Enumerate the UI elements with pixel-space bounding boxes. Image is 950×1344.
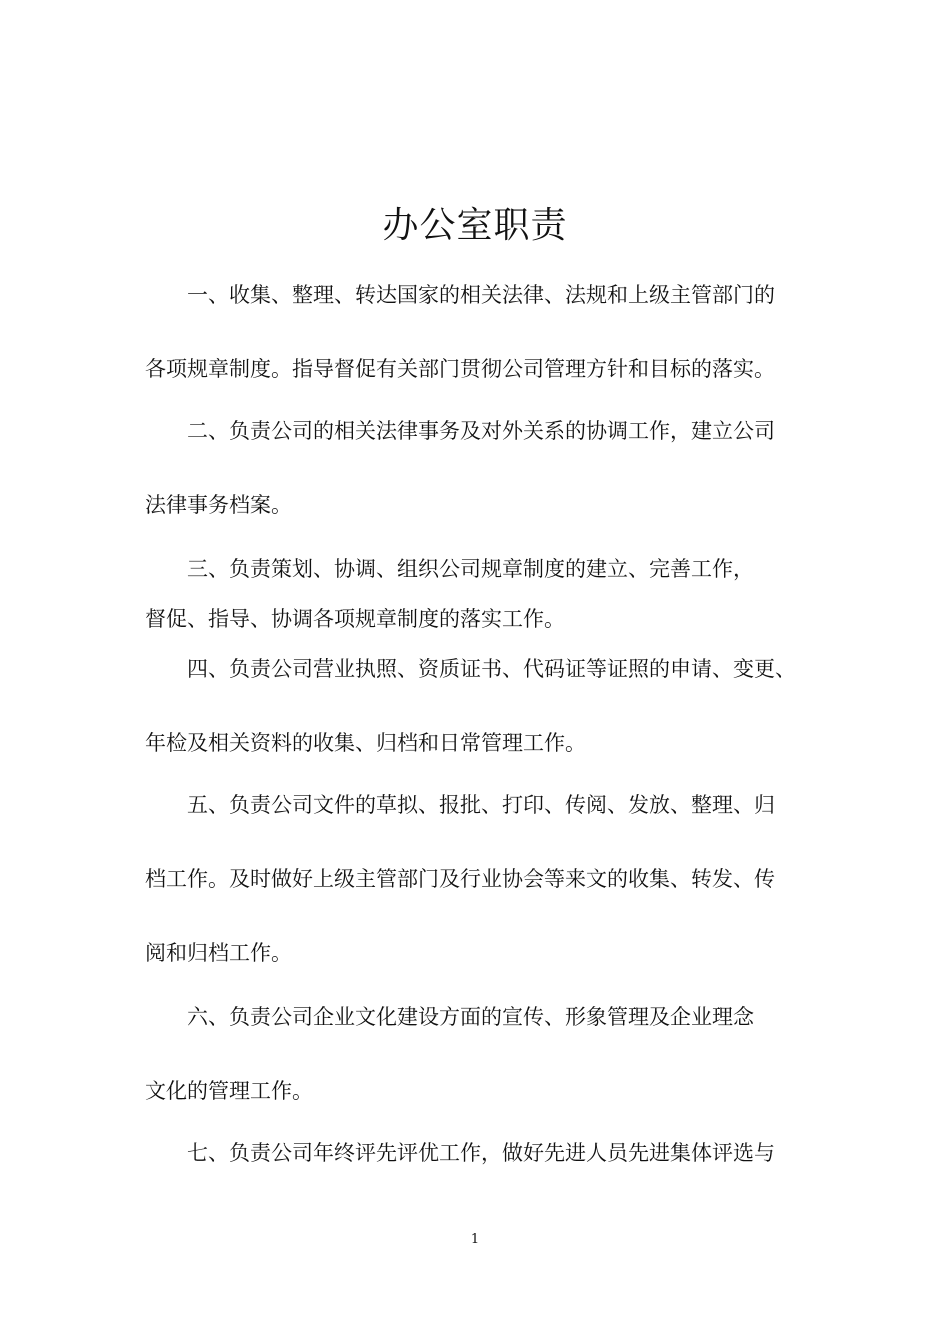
paragraph-5-line-2: 档工作。及时做好上级主管部门及行业协会等来文的收集、转发、传 (145, 867, 775, 891)
paragraph-2-line-1: 二、负责公司的相关法律事务及对外关系的协调工作，建立公司 (187, 419, 775, 443)
paragraph-4-line-1: 四、负责公司营业执照、资质证书、代码证等证照的申请、变更、 (187, 657, 796, 681)
paragraph-4-line-2: 年检及相关资料的收集、归档和日常管理工作。 (145, 731, 586, 755)
paragraph-7-line-1: 七、负责公司年终评先评优工作，做好先进人员先进集体评选与 (187, 1141, 775, 1165)
paragraph-6-line-2: 文化的管理工作。 (145, 1079, 313, 1103)
paragraph-5-line-3: 阅和归档工作。 (145, 941, 292, 965)
paragraph-3-line-2: 督促、指导、协调各项规章制度的落实工作。 (145, 607, 565, 631)
paragraph-5-line-1: 五、负责公司文件的草拟、报批、打印、传阅、发放、整理、归 (187, 793, 775, 817)
paragraph-1-line-1: 一、收集、整理、转达国家的相关法律、法规和上级主管部门的 (187, 283, 775, 307)
paragraph-3-line-1: 三、负责策划、协调、组织公司规章制度的建立、完善工作， (187, 557, 754, 581)
paragraph-1-line-2: 各项规章制度。指导督促有关部门贯彻公司管理方针和目标的落实。 (145, 357, 775, 381)
document-title: 办公室职责 (382, 205, 568, 246)
paragraph-2-line-2: 法律事务档案。 (145, 493, 292, 517)
paragraph-6-line-1: 六、负责公司企业文化建设方面的宣传、形象管理及企业理念 (187, 1005, 754, 1029)
page-number: 1 (470, 1232, 480, 1247)
